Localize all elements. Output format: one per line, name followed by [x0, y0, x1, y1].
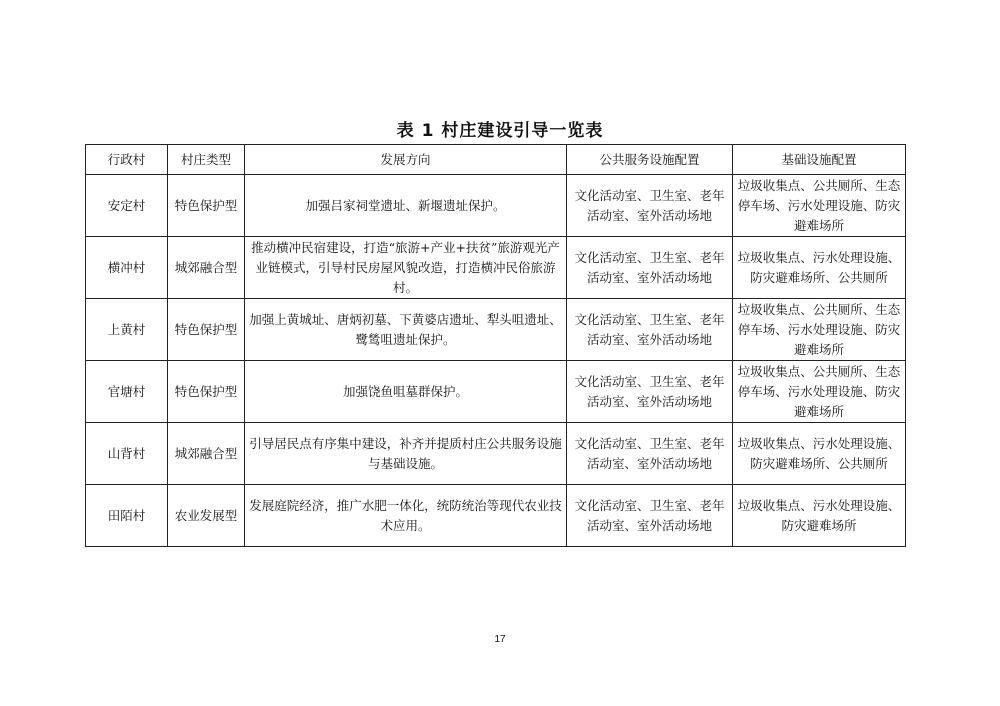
cell-infrastructure: 垃圾收集点、污水处理设施、防灾避难场所、公共厕所 — [733, 423, 906, 485]
table-row — [86, 423, 906, 485]
table-header-row — [86, 145, 906, 175]
cell-village: 官塘村 — [86, 361, 168, 423]
cell-village-type: 特色保护型 — [168, 299, 245, 361]
cell-village-type: 城郊融合型 — [168, 237, 245, 299]
header-development-direction: 发展方向 — [245, 145, 567, 175]
cell-village-type: 特色保护型 — [168, 361, 245, 423]
cell-village-type: 特色保护型 — [168, 175, 245, 237]
table-title: 表 1 村庄建设引导一览表 — [396, 121, 604, 141]
village-construction-table — [85, 144, 906, 547]
cell-public-service-facilities: 文化活动室、卫生室、老年活动室、室外活动场地 — [567, 299, 733, 361]
cell-infrastructure: 垃圾收集点、公共厕所、生态停车场、污水处理设施、防灾避难场所 — [733, 175, 906, 237]
header-public-service-facilities: 公共服务设施配置 — [567, 145, 733, 175]
cell-village: 田陌村 — [86, 485, 168, 547]
cell-village-type: 农业发展型 — [168, 485, 245, 547]
cell-village: 安定村 — [86, 175, 168, 237]
cell-infrastructure: 垃圾收集点、污水处理设施、防灾避难场所 — [733, 485, 906, 547]
cell-public-service-facilities: 文化活动室、卫生室、老年活动室、室外活动场地 — [567, 361, 733, 423]
cell-development-direction: 加强上黄城址、唐炳初墓、下黄婆店遗址、犁头咀遗址、鹭鸶咀遗址保护。 — [245, 299, 567, 361]
cell-development-direction: 加强饶鱼咀墓群保护。 — [245, 361, 567, 423]
cell-village: 山背村 — [86, 423, 168, 485]
table-row — [86, 361, 906, 423]
cell-development-direction: 推动横冲民宿建设，打造“旅游+产业+扶贫”旅游观光产业链模式，引导村民房屋风貌改造，打造横冲民俗旅游村。 — [245, 237, 567, 299]
table-row — [86, 237, 906, 299]
table-row — [86, 175, 906, 237]
cell-development-direction: 加强吕家祠堂遗址、新堰遗址保护。 — [245, 175, 567, 237]
table-row — [86, 299, 906, 361]
page-number: 17 — [494, 634, 506, 645]
cell-public-service-facilities: 文化活动室、卫生室、老年活动室、室外活动场地 — [567, 237, 733, 299]
cell-public-service-facilities: 文化活动室、卫生室、老年活动室、室外活动场地 — [567, 423, 733, 485]
cell-infrastructure: 垃圾收集点、污水处理设施、防灾避难场所、公共厕所 — [733, 237, 906, 299]
cell-development-direction: 发展庭院经济，推广水肥一体化，统防统治等现代农业技术应用。 — [245, 485, 567, 547]
cell-public-service-facilities: 文化活动室、卫生室、老年活动室、室外活动场地 — [567, 485, 733, 547]
cell-infrastructure: 垃圾收集点、公共厕所、生态停车场、污水处理设施、防灾避难场所 — [733, 361, 906, 423]
cell-village-type: 城郊融合型 — [168, 423, 245, 485]
header-infrastructure: 基础设施配置 — [733, 145, 906, 175]
header-village-type: 村庄类型 — [168, 145, 245, 175]
cell-infrastructure: 垃圾收集点、公共厕所、生态停车场、污水处理设施、防灾避难场所 — [733, 299, 906, 361]
header-village: 行政村 — [86, 145, 168, 175]
cell-public-service-facilities: 文化活动室、卫生室、老年活动室、室外活动场地 — [567, 175, 733, 237]
table-row — [86, 485, 906, 547]
cell-development-direction: 引导居民点有序集中建设，补齐并提质村庄公共服务设施与基础设施。 — [245, 423, 567, 485]
cell-village: 上黄村 — [86, 299, 168, 361]
cell-village: 横冲村 — [86, 237, 168, 299]
